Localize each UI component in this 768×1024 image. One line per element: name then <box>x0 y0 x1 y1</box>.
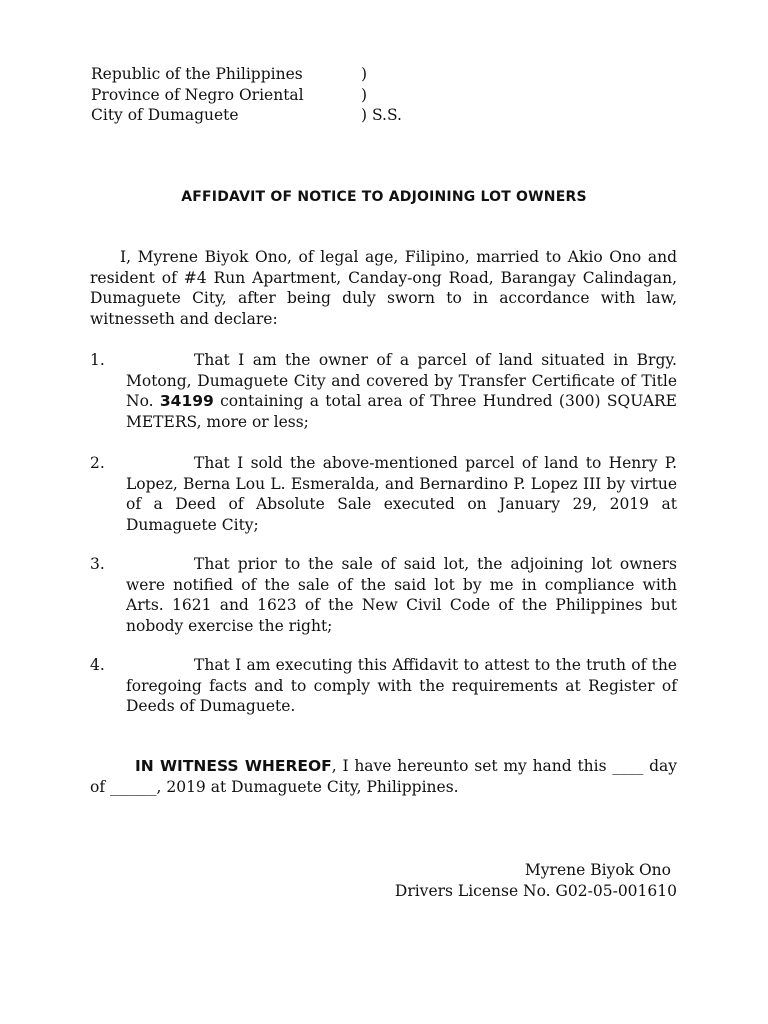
signature-block <box>357 860 677 901</box>
clause-4 <box>90 655 677 717</box>
venue-row-city <box>91 105 491 126</box>
venue-country: Republic of the Philippines <box>91 65 303 83</box>
clause-number: 4. <box>90 656 105 674</box>
clause-text: That I sold the above-mentioned parcel of land to Henry P. Lopez, Berna Lou L. Esmeralda, and Bernardino P. Lopez III by virtue of a Deed of Absolute Sale executed on January 29, 2019 at Dumaguete City; <box>126 454 677 534</box>
venue-bracket: ) <box>361 85 368 104</box>
intro-paragraph: I, Myrene Biyok Ono, of legal age, Filipino, married to Akio Ono and resident of #4 Run Apartment, Canday-ong Road, Barangay Calindagan, Dumaguete City, after being duly sworn to in accordance with law, witnesseth and declare: <box>90 248 677 328</box>
document-title: AFFIDAVIT OF NOTICE TO ADJOINING LOT OWNERS <box>181 189 587 205</box>
venue-row-province <box>91 85 491 106</box>
signatory-name: Myrene Biyok Ono <box>524 861 671 879</box>
venue-bracket: ) <box>361 65 368 83</box>
signatory-id: Drivers License No. G02-05-001610 <box>394 881 677 900</box>
clause-text: That prior to the sale of said lot, the adjoining lot owners were notified of the sale of the said lot by me in compliance with Arts. 1621 and 1623 of the New Civil Code of the Philippines but nobody exercise the right; <box>126 555 677 635</box>
clause-text-post: containing a total area of Three Hundred (300) SQUARE METERS, more or less; <box>126 392 677 431</box>
witness-paragraph <box>90 756 677 797</box>
tct-number: 34199 <box>159 392 214 411</box>
venue-ss: ) S.S. <box>361 106 402 125</box>
venue-province: Province of Negro Oriental <box>91 85 304 104</box>
witness-heading: IN WITNESS WHEREOF <box>135 757 332 775</box>
clause-text <box>126 350 677 432</box>
clause-number: 1. <box>90 351 105 369</box>
venue-row-republic <box>91 64 491 85</box>
venue-city: City of Dumaguete <box>91 106 239 125</box>
witness-text: , I have hereunto set my hand this ____ day of ______, 2019 at Dumaguete City, Philippines. <box>90 757 677 796</box>
clause-number: 3. <box>90 555 105 573</box>
clause-3 <box>90 554 677 636</box>
clause-number: 2. <box>90 454 105 472</box>
clause-1 <box>90 350 677 432</box>
clause-2 <box>90 453 677 535</box>
venue-block <box>91 64 491 126</box>
clause-text-pre: That I am the owner of a parcel of land situated in Brgy. Motong, Dumaguete City and covered by Transfer Certificate of Title No. <box>126 351 677 411</box>
clause-text: That I am executing this Affidavit to attest to the truth of the foregoing facts and to comply with the requirements at Register of Deeds of Dumaguete. <box>126 656 677 716</box>
